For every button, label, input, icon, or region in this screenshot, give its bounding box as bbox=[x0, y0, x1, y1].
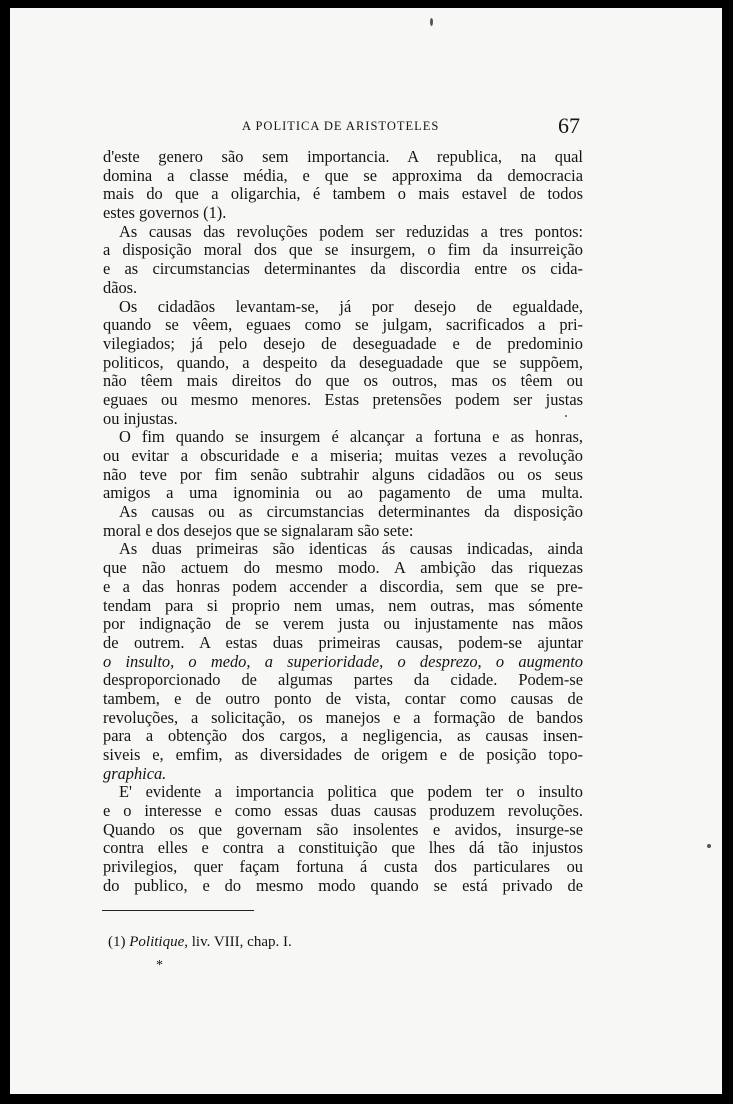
text-line: desproporcionado de algumas partes da cidade. Podem-se bbox=[103, 671, 583, 690]
page-number: 67 bbox=[558, 113, 580, 138]
text-line: quando se vêem, eguaes como se julgam, sacrificados a pri- bbox=[103, 316, 583, 335]
text-line: eguaes ou mesmo menores. Estas pretensões podem ser justas bbox=[103, 390, 583, 409]
text-line: moral e dos desejos que se signalaram são sete: bbox=[103, 520, 414, 540]
text-line: As duas primeiras são identicas ás causas indicadas, ainda bbox=[119, 540, 583, 559]
text-line: ou injustas. bbox=[103, 408, 178, 428]
footnote-rule bbox=[102, 910, 254, 911]
text-line: ou evitar a obscuridade e a miseria; muitas vezes a revolução bbox=[103, 447, 583, 465]
text-line: Quando os que governam são insolentes e avidos, insurge-se bbox=[103, 820, 583, 839]
text-line: não teve por fim senão subtrahir alguns cidadãos ou os seus bbox=[103, 465, 583, 484]
text-line: de outrem. A estas duas primeiras causas, podem-se ajuntar bbox=[103, 633, 583, 652]
text-line: Os cidadãos levantam-se, já por desejo de egualdade, bbox=[119, 297, 583, 316]
print-speck bbox=[565, 415, 567, 417]
footnote bbox=[108, 934, 292, 951]
text-line: d'este genero são sem importancia. A republica, na qual bbox=[103, 148, 583, 166]
text-line: domina a classe média, e que se approxima da democracia bbox=[103, 166, 583, 185]
text-line: privilegios, quer façam fortuna á custa dos particulares ou bbox=[103, 858, 583, 877]
text-line: por indignação de se verem justa ou injustamente nas mãos bbox=[103, 615, 583, 634]
text-line: mais do que a oligarchia, é tambem o mais estavel de todos bbox=[103, 185, 583, 204]
text-line: e as circumstancias determinantes da discordia entre os cida- bbox=[103, 260, 583, 279]
print-speck bbox=[707, 844, 711, 848]
text-line: e o interesse e como essas duas causas produzem revoluções. bbox=[103, 802, 583, 821]
footnote-mark: * bbox=[156, 958, 163, 973]
text-line: e a das honras podem accender a discordia, sem que se pre- bbox=[103, 577, 583, 596]
text-line: amigos a uma ignominia ou ao pagamento de uma multa. bbox=[103, 484, 583, 503]
text-line: vilegiados; já pelo desejo de deseguadade e de predominio bbox=[103, 334, 583, 353]
text-line: estes governos (1). bbox=[103, 203, 227, 223]
text-line: para a obtenção dos cargos, a negligencia, as causas insen- bbox=[103, 727, 583, 746]
text-line: tendam para si proprio nem umas, nem outras, mas sómente bbox=[103, 596, 583, 615]
text-line: contra elles e contra a constituição que lhes dá tão injustos bbox=[103, 839, 583, 858]
running-title: A POLITICA DE ARISTOTELES bbox=[242, 119, 440, 133]
text-line: do publico, e do mesmo modo quando se está privado de bbox=[103, 876, 583, 895]
text-line: siveis e, emfim, as diversidades de origem e de posição topo- bbox=[103, 746, 583, 764]
text-line: a disposição moral dos que se insurgem, o fim da insurreição bbox=[103, 241, 583, 260]
footnote-work: Politique bbox=[129, 934, 185, 950]
footnote-reference: , liv. VIII, chap. I. bbox=[184, 934, 292, 950]
text-line: O fim quando se insurgem é alcançar a fortuna e as honras, bbox=[119, 428, 583, 447]
text-line: As causas das revoluções podem ser reduzidas a tres pontos: bbox=[119, 222, 583, 241]
text-line: As causas ou as circumstancias determinantes da disposição bbox=[119, 503, 583, 522]
footnote-number: (1) bbox=[108, 934, 126, 950]
text-line: revoluções, a solicitação, os manejos e a formação de bandos bbox=[103, 708, 583, 727]
book-page bbox=[10, 8, 722, 1094]
text-line: tambem, e de outro ponto de vista, contar como causas de bbox=[103, 689, 583, 708]
text-line: não têem mais direitos do que os outros, mas os têem ou bbox=[103, 372, 583, 391]
text-line: E' evidente a importancia politica que podem ter o insulto bbox=[119, 783, 583, 802]
text-line: o insulto, o medo, a superioridade, o desprezo, o augmento bbox=[103, 652, 583, 671]
text-line: dãos. bbox=[103, 277, 138, 297]
page-header bbox=[10, 113, 722, 143]
text-line: que não actuem do mesmo modo. A ambição das riquezas bbox=[103, 559, 583, 578]
print-speck bbox=[430, 18, 433, 26]
text-line: graphica. bbox=[103, 763, 167, 783]
text-line: politicos, quando, a despeito da deseguadade que se suppõem, bbox=[103, 353, 583, 372]
body-text bbox=[103, 148, 583, 896]
